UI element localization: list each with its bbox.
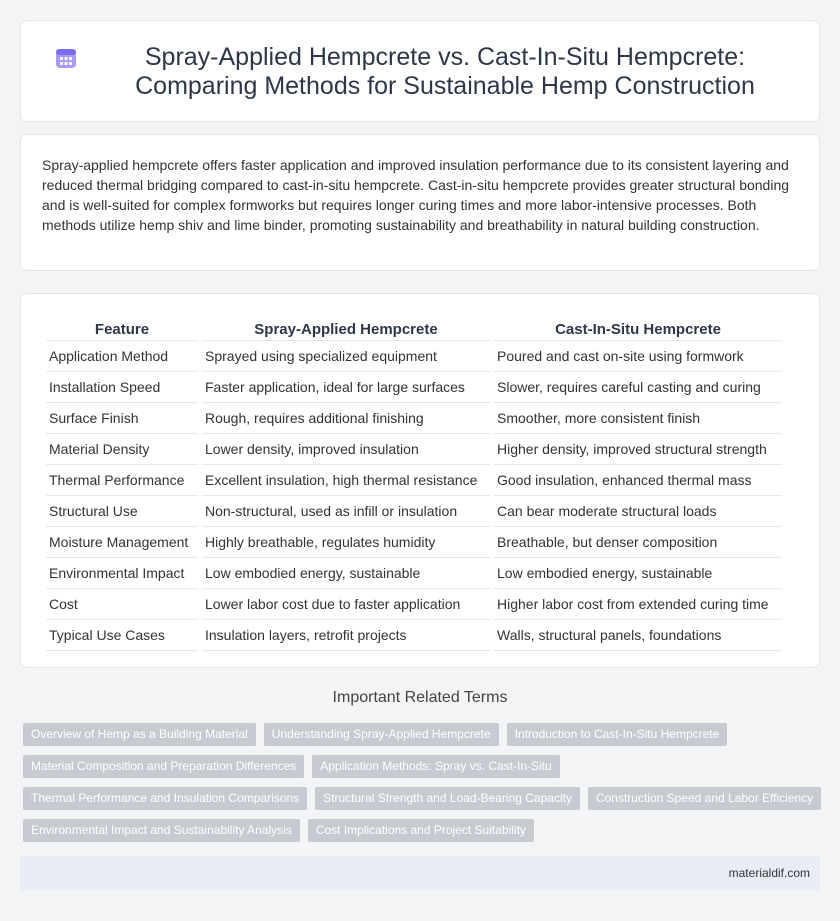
spray-cell: Non-structural, used as infill or insulation xyxy=(202,496,490,527)
column-header-feature: Feature xyxy=(46,315,198,341)
cast-cell: Slower, requires careful casting and curing xyxy=(494,372,782,403)
cast-cell: Smoother, more consistent finish xyxy=(494,403,782,434)
feature-cell: Surface Finish xyxy=(46,403,198,434)
related-terms-row xyxy=(23,723,823,746)
related-term-tag[interactable]: Thermal Performance and Insulation Comparisons xyxy=(23,787,307,810)
spray-cell: Excellent insulation, high thermal resistance xyxy=(202,465,490,496)
table-row xyxy=(46,341,782,372)
related-term-tag[interactable]: Introduction to Cast-In-Situ Hempcrete xyxy=(507,723,728,746)
table-row xyxy=(46,527,782,558)
cast-cell: Can bear moderate structural loads xyxy=(494,496,782,527)
related-term-tag[interactable]: Application Methods: Spray vs. Cast-In-Situ xyxy=(312,755,559,778)
related-terms-title: Important Related Terms xyxy=(332,689,508,706)
table-row xyxy=(46,496,782,527)
comparison-table xyxy=(42,315,786,651)
table-row xyxy=(46,372,782,403)
related-term-tag[interactable]: Structural Strength and Load-Bearing Capacity xyxy=(315,787,580,810)
feature-cell: Cost xyxy=(46,589,198,620)
column-header-cast: Cast-In-Situ Hempcrete xyxy=(494,315,782,341)
feature-cell: Installation Speed xyxy=(46,372,198,403)
spray-cell: Faster application, ideal for large surfaces xyxy=(202,372,490,403)
cast-cell: Higher density, improved structural strength xyxy=(494,434,782,465)
related-term-tag[interactable]: Understanding Spray-Applied Hempcrete xyxy=(264,723,499,746)
feature-cell: Structural Use xyxy=(46,496,198,527)
cast-cell: Breathable, but denser composition xyxy=(494,527,782,558)
cast-cell: Higher labor cost from extended curing time xyxy=(494,589,782,620)
related-term-tag[interactable]: Cost Implications and Project Suitability xyxy=(308,819,534,842)
table-row xyxy=(46,558,782,589)
footer xyxy=(20,856,820,890)
related-term-tag[interactable]: Overview of Hemp as a Building Material xyxy=(23,723,256,746)
comparison-table-card xyxy=(20,293,820,668)
spray-cell: Lower density, improved insulation xyxy=(202,434,490,465)
related-terms-row xyxy=(23,755,823,778)
summary-text: Spray-applied hempcrete offers faster application and improved insulation performance due to its consistent layering and reduced thermal bridging compared to cast-in-situ hempcrete. Cast-in-situ hempcrete provides greater structural bonding and is well-suited for complex formworks but requires longer curing times and more labor-intensive processes. Both methods utilize hemp shiv and lime binder, promoting sustainability and breathability in natural building construction. xyxy=(42,157,790,233)
related-terms-row xyxy=(23,819,823,842)
column-header-spray: Spray-Applied Hempcrete xyxy=(202,315,490,341)
feature-cell: Application Method xyxy=(46,341,198,372)
feature-cell: Material Density xyxy=(46,434,198,465)
table-row xyxy=(46,589,782,620)
spray-cell: Highly breathable, regulates humidity xyxy=(202,527,490,558)
related-term-tag[interactable]: Construction Speed and Labor Efficiency xyxy=(588,787,821,810)
page-title: Spray-Applied Hempcrete vs. Cast-In-Situ Hempcrete: Comparing Methods for Sustainable Hemp Construction xyxy=(135,43,755,100)
related-terms-list xyxy=(23,723,823,851)
spray-cell: Rough, requires additional finishing xyxy=(202,403,490,434)
cast-cell: Low embodied energy, sustainable xyxy=(494,558,782,589)
feature-cell: Environmental Impact xyxy=(46,558,198,589)
table-header-row xyxy=(46,315,782,341)
summary-card xyxy=(20,134,820,271)
spray-cell: Insulation layers, retrofit projects xyxy=(202,620,490,651)
table-row xyxy=(46,465,782,496)
feature-cell: Typical Use Cases xyxy=(46,620,198,651)
cast-cell: Walls, structural panels, foundations xyxy=(494,620,782,651)
title-card xyxy=(20,20,820,122)
spray-cell: Lower labor cost due to faster application xyxy=(202,589,490,620)
feature-cell: Moisture Management xyxy=(46,527,198,558)
related-terms-row xyxy=(23,787,823,810)
related-term-tag[interactable]: Environmental Impact and Sustainability Analysis xyxy=(23,819,300,842)
cast-cell: Poured and cast on-site using formwork xyxy=(494,341,782,372)
table-row xyxy=(46,434,782,465)
table-row xyxy=(46,403,782,434)
table-row xyxy=(46,620,782,651)
cast-cell: Good insulation, enhanced thermal mass xyxy=(494,465,782,496)
footer-site[interactable]: materialdif.com xyxy=(728,866,810,880)
spray-cell: Sprayed using specialized equipment xyxy=(202,341,490,372)
spray-cell: Low embodied energy, sustainable xyxy=(202,558,490,589)
feature-cell: Thermal Performance xyxy=(46,465,198,496)
related-term-tag[interactable]: Material Composition and Preparation Differences xyxy=(23,755,304,778)
